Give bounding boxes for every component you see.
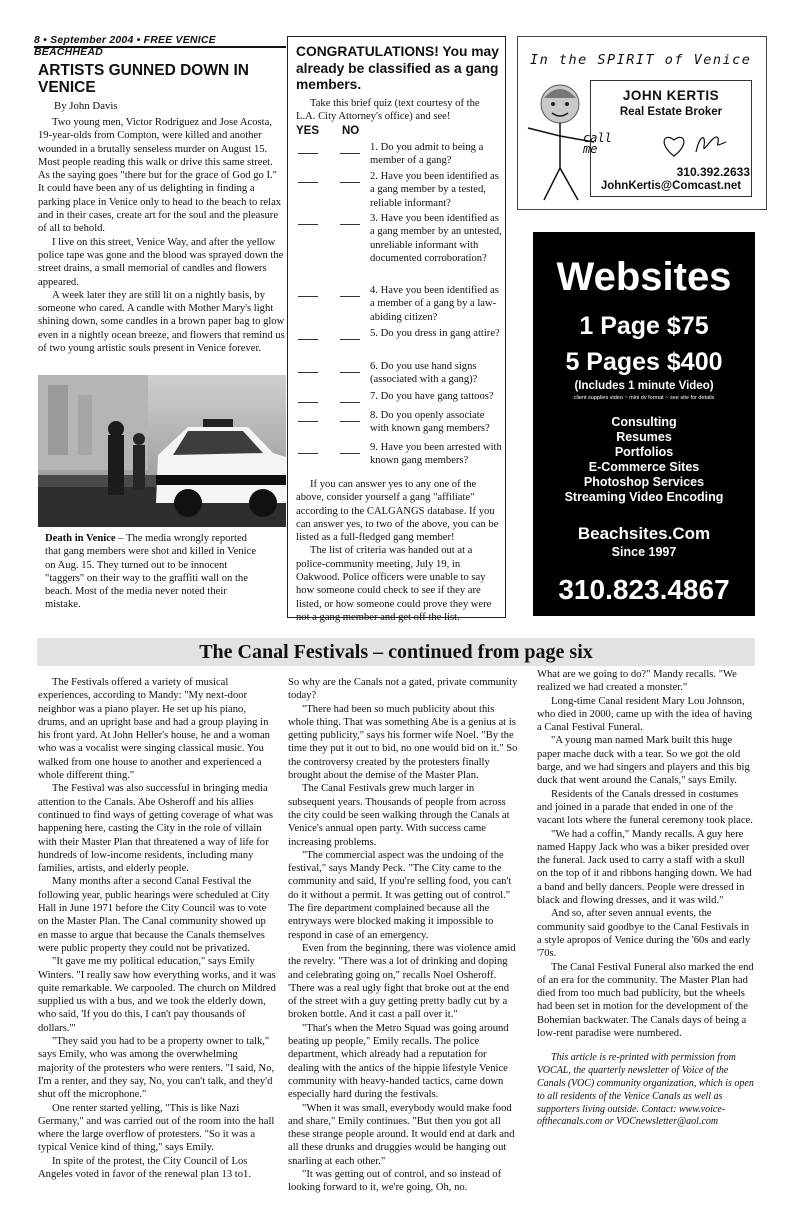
- yes-blank[interactable]: [298, 421, 318, 422]
- folio-text: 8 • September 2004 • FREE VENICE BEACHHEAD: [34, 34, 216, 58]
- photo-caption: [45, 532, 265, 612]
- canal-paragraph: So why are the Canals not a gated, private community today?: [288, 677, 518, 702]
- quiz-headline: CONGRATULATIONS! You may already be classified as a gang members.: [296, 44, 499, 92]
- includes-video-note: (Includes 1 minute Video): [574, 380, 714, 392]
- no-blank[interactable]: [340, 453, 360, 454]
- page-folio: [34, 34, 286, 58]
- canal-paragraph: Long-time Canal resident Mary Lou Johnson, who died in 2000, came up with the idea of having a Canal Festival Funeral.: [537, 695, 753, 734]
- canal-paragraph: "The commercial aspect was the undoing of the festival," says Mandy Peck. "The City came to the community and said, If you're selling food, you can't do it without a permit. It was getting out of control." The fire department complained because all the entryways were blocked making it impossible to respond in case of an emergency.: [288, 849, 512, 941]
- yes-column-header: YES: [296, 125, 320, 137]
- yes-blank[interactable]: [298, 402, 318, 403]
- artists-headline: ARTISTS GUNNED DOWN IN VENICE: [38, 62, 249, 96]
- canal-paragraph: The Canal Festivals grew much larger in subsequent years. Thousands of people from across the city could be seen walking through the Canals at Venice's annual open party. With success came increasing problems.: [288, 783, 510, 848]
- quiz-question: 7. Do you have gang tattoos?: [370, 391, 494, 402]
- yes-blank[interactable]: [298, 153, 318, 154]
- no-blank[interactable]: [340, 339, 360, 340]
- kertis-phone: 310.392.2633: [676, 165, 750, 179]
- quiz-question: 9. Have you been arrested with known gang members?: [370, 442, 502, 467]
- no-blank[interactable]: [340, 224, 360, 225]
- canal-paragraph: The Festivals offered a variety of musical experiences, according to Mandy: "My next-door neighbor was a piano player. He set up his piano, drums, and an upright base and had a group playing in his front yard. At John Heller's house, he and a woman who was a vocalist were singing classical music. You walked from one house to another and experienced a whole different thing.": [38, 677, 270, 782]
- no-blank[interactable]: [340, 402, 360, 403]
- no-blank[interactable]: [340, 372, 360, 373]
- police-car-photo: [38, 375, 286, 527]
- one-page-price: 1 Page $75: [579, 312, 709, 340]
- artists-paragraph: Two young men, Victor Rodriguez and Jose Acosta, 19-year-olds from Compton, were killed and another wounded in a brutally senseless murder on August 15. Most people reading this walk or drive this same street. As the saying goes "there but for the grace of God go I." It could have been any of us delighting in finding a parking place in Venice only to head to the beach to relax and in their cases, create art for the soul and the pleasure of all to behold.: [38, 117, 282, 235]
- quiz-question: 3. Have you been identified as a gang member by an untested, unreliable informant with documented corroboration?: [370, 213, 502, 264]
- kertis-call-me-scrawl: call me: [583, 131, 612, 156]
- canal-paragraph: "It gave me my political education," says Emily Winters. "I really saw how everything works, and it was quite remarkable. We carpooled. The church on Mildred supplied us with a bus, and we took the elderly down, who said, 'If you do this, I can't pay thousands of dollars.'": [38, 956, 276, 1034]
- quiz-question: 8. Do you openly associate with known gang members?: [370, 410, 490, 435]
- canal-paragraph: What are we going to do?" Mandy recalls. "We realized we had created a monster.": [537, 669, 737, 694]
- canal-paragraph: "A young man named Mark built this huge paper mache duck with a tear. So we got the old barge, and we had singers and players and this big duck that went around the Canals," says Emily.: [537, 735, 750, 787]
- websites-since: Since 1997: [611, 545, 677, 559]
- reprint-credit: This article is re-printed with permission from VOCAL, the quarterly newsletter of Voice of the Canals (VOC) community organization, which is open to all residents of the Venice Canals as well as supporters living outside. Contact: www.voice-ofthecanals.com or VOCnewsletter@aol.com: [537, 1052, 754, 1128]
- kertis-role: Real Estate Broker: [619, 106, 723, 118]
- quiz-outro-paragraph: The list of criteria was handed out at a police-community meeting, July 19, in Oakwood. Police officers were unable to say how someone could check to see if they are listed, or how someone could prove they were not a gang member and get off the list.: [296, 545, 492, 623]
- no-blank[interactable]: [340, 182, 360, 183]
- caption-lead: Death in Venice: [45, 533, 116, 544]
- service-item: Portfolios: [614, 445, 674, 459]
- canal-paragraph: "That's when the Metro Squad was going around beating up people," Emily recalls. The police department, which already had a reputation for dealing with the antics of the hippie lifestyle Venice community with heavy-handed tactics, came down especially hard during the festivals.: [288, 1022, 509, 1101]
- websites-domain: Beachsites.Com: [577, 524, 711, 543]
- five-pages-price: 5 Pages $400: [565, 348, 723, 376]
- canal-paragraph: "There had been so much publicity about this whole thing. That was something Abe is a genius at is getting publicity," says his former wife Noel. "By the time they put it out to bid, no one would bid on it." So the controversy created by the protesters finally brought about the demise of the Master Plan.: [288, 703, 518, 782]
- quiz-question: 5. Do you dress in gang attire?: [370, 328, 500, 339]
- service-item: E-Commerce Sites: [588, 460, 700, 474]
- service-item: Streaming Video Encoding: [564, 490, 724, 504]
- no-blank[interactable]: [340, 296, 360, 297]
- police-car-photo-illustration: [38, 375, 286, 527]
- canal-paragraph: And so, after seven annual events, the community said goodbye to the Canal Festivals in a style apropos of Venice during the '60s and early '70s.: [537, 908, 751, 960]
- caption-text: – The media wrongly reported that gang members were shot and killed in Venice on Aug. 15. They turned out to be innocent "taggers" on their way to the graffiti wall on the beach. Most of the media never noted their mistake.: [45, 533, 257, 611]
- canal-paragraph: "It was getting out of control, and so instead of looking forward to it, we're going, Oh, no.: [288, 1168, 502, 1194]
- no-column-header: NO: [342, 125, 360, 137]
- canal-headline: The Canal Festivals – continued from page six: [199, 641, 593, 663]
- canal-paragraph: In spite of the protest, the City Council of Los Angeles voted in favor of the renewal plan 13 to1.: [38, 1155, 251, 1180]
- artists-paragraph: A week later they are still lit on a nightly basis, by someone who cared. A candle with Mother Mary's light shining down, some candles in a brown paper bag to glow even in a nightly ocean breeze, and flowers that remind us of two young artistic souls present in Venice forever.: [38, 289, 285, 355]
- canal-paragraph: "They said you had to be a property owner to talk," says Emily, who was among the overwhelming majority of the protesters who were renters. "I said, No, I'm a renter, and they say, No, you can't talk, and they'd shut off the microphone.": [38, 1036, 275, 1101]
- canal-paragraph: The Canal Festival Funeral also marked the end of an era for the community. The Master Plan had died from too much bad publicity, but the wheels had been set in motion for the development of the Bohemian backwater. The Canals days of being a low-rent paradise were numbered.: [537, 961, 754, 1040]
- artists-byline: By John Davis: [54, 100, 118, 112]
- quiz-question: 4. Have you been identified as a member of a gang by a law-abiding citizen?: [370, 285, 499, 323]
- no-blank[interactable]: [340, 421, 360, 422]
- artists-paragraph: I live on this street, Venice Way, and after the yellow police tape was gone and the blood was sprayed down the street drains, a small memorial of candles and flowers appeared.: [38, 236, 284, 288]
- heart-signature-icon: [660, 128, 730, 162]
- kertis-email: JohnKertis@Comcast.net: [600, 180, 742, 192]
- video-fine-print: client supplies video ~ mini dv format ~ see site for details: [573, 395, 715, 401]
- service-item: Photoshop Services: [583, 475, 705, 489]
- quiz-question: 6. Do you use hand signs (associated with a gang)?: [370, 361, 478, 386]
- yes-blank[interactable]: [298, 339, 318, 340]
- yes-blank[interactable]: [298, 182, 318, 183]
- yes-blank[interactable]: [298, 296, 318, 297]
- canal-paragraph: The Festival was also successful in bringing media attention to the Canals. Abe Osheroff and his allies continued to find ways of getting coverage of what was happening here, casting the City in the role of villain with their Master Plan that threatened a way of life for hundreds of low-income residents, including many families, artists, and elderly people.: [38, 783, 274, 875]
- canal-column-1: [38, 676, 276, 1181]
- quiz-question: 2. Have you been identified as a gang member by a tested, reliable informant?: [370, 171, 499, 209]
- websites-ad-title: Websites: [556, 255, 732, 299]
- yes-blank[interactable]: [298, 372, 318, 373]
- service-item: Resumes: [616, 430, 672, 444]
- artists-body: [38, 116, 286, 355]
- canal-paragraph: "We had a coffin," Mandy recalls. A guy here named Happy Jack who was a biker presided over the funeral. Jack used to carry a staff with a skull on the top of it and ribbons hanging down. We had a band and belly dancers. People were dressed in black and flowing dresses, and it was wild.": [537, 828, 752, 907]
- canal-paragraph: One renter started yelling, "This is like Nazi Germany," and was carried out of the room into the hall where the large overflow of protesters. "So it was a typical Venice kind of thing," says Emily.: [38, 1102, 275, 1154]
- spacer: [537, 1040, 755, 1052]
- no-blank[interactable]: [340, 153, 360, 154]
- services-list: [533, 415, 755, 505]
- yes-blank[interactable]: [298, 224, 318, 225]
- quiz-intro: Take this brief quiz (text courtesy of the L.A. City Attorney's office) and see!: [296, 98, 480, 123]
- canal-paragraph: Even from the beginning, there was violence amid the revelry. "There was a lot of drinking and doping and celebrating going on," recalls Noel Osheroff. 'There was a real ugly fight that broke out at the end of the street with a guy getting pretty badly cut by a broken bottle. And it cast a pall over it.": [288, 942, 516, 1021]
- kertis-tagline: In the SPIRIT of Venice: [530, 52, 752, 68]
- websites-phone: 310.823.4867: [558, 574, 730, 605]
- kertis-name: JOHN KERTIS: [622, 88, 720, 103]
- canal-paragraph: "When it was small, everybody would make food and share," Emily continues. "But then you got all these strange people around. It would end at dark and all these drunks and druggies would be hanging out snarling at each other.": [288, 1102, 515, 1167]
- service-item: Consulting: [611, 415, 677, 429]
- quiz-outro-paragraph: If you can answer yes to any one of the above, consider yourself a gang "affiliate" according to the CALGANGS database. If you can answer yes, to two of the above, you can be listed as a full-fledged gang member!: [296, 479, 499, 544]
- canal-column-2: [288, 676, 518, 1195]
- quiz-outro: [296, 478, 501, 624]
- canal-paragraph: Many months after a second Canal Festival the following year, public hearings were scheduled at City Hall in June 1971 before the City Council was to vote on the Master Plan. The Canal community showed up en masse to argue that because the Canals themselves were public property they could not be privatized.: [38, 876, 270, 954]
- canal-column-3: [537, 668, 755, 1129]
- quiz-question: 1. Do you admit to being a member of a gang?: [370, 142, 484, 167]
- canal-paragraph: Residents of the Canals dressed in costumes and joined in a parade that ended in one of the vacant lots where the funeral ceremony took place.: [537, 788, 753, 827]
- yes-blank[interactable]: [298, 453, 318, 454]
